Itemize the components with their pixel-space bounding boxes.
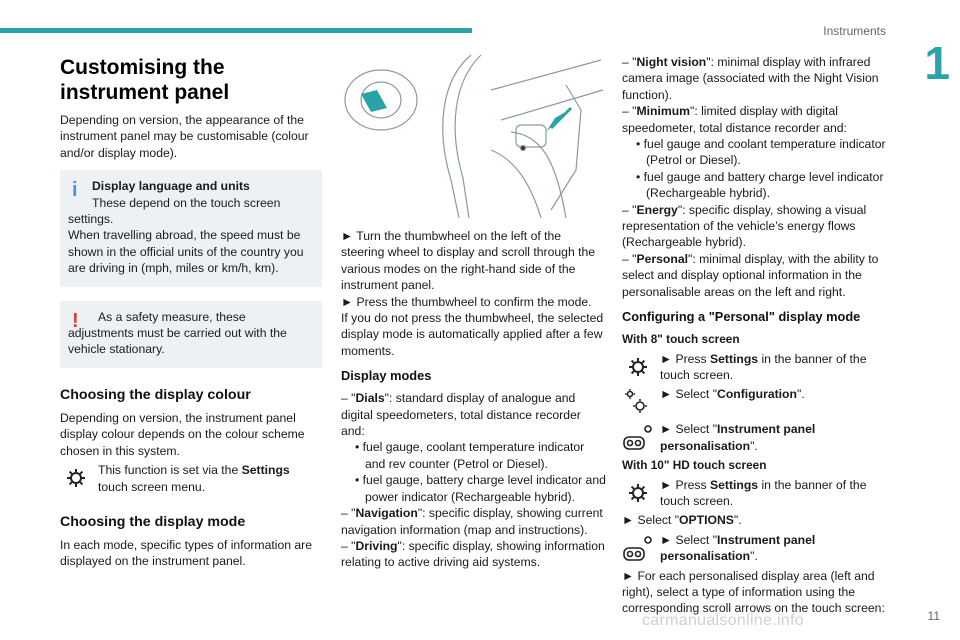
settings-word-8: Settings — [710, 351, 759, 366]
modes-heading: Display modes — [341, 368, 432, 384]
column-right — [622, 54, 890, 617]
info-line-2: When travelling abroad, the speed must be shown in the official units of the country you are driving in (mph, miles or km/h, km). — [68, 228, 304, 276]
step-options — [622, 512, 890, 528]
minimum-bullet-1-text: fuel gauge and coolant temperature indicator (Petrol or Diesel). — [643, 137, 886, 168]
options-word: OPTIONS — [679, 513, 734, 528]
step-settings-8 — [622, 351, 890, 384]
info-icon: i — [72, 179, 78, 202]
select-open-3: ► Select " — [622, 513, 680, 528]
intro-text: Depending on version, the appearance of the instrument panel may be customisable (colour and/or display mode). — [60, 113, 309, 160]
step-personalisation-8-text — [660, 421, 890, 454]
info-line-1: These depend on the touch screen settings. — [68, 195, 281, 227]
step-settings-10-text — [660, 477, 890, 510]
dials-bullet-2: • fuel gauge, battery charge level indicator and power indicator (Rechargeable hybrid). — [355, 473, 606, 504]
mode-heading: Choosing the display mode — [60, 513, 246, 530]
page-number: 11 — [927, 609, 940, 623]
instrument-panel-icon-10 — [622, 532, 654, 564]
mode-energy: – "Energy": specific display, showing a visual representation of the vehicle’s energy flows (Rechargeable hybrid). — [622, 202, 867, 250]
driving-name: Driving — [355, 538, 398, 553]
dials-desc: : standard display of analogue and digital speedometers, total distance recorder and: — [341, 391, 581, 439]
step-1: ► Turn the thumbwheel on the left of the steering wheel to display and scroll through the various modes on the right-hand side of the instrument panel. — [341, 229, 596, 293]
close-quote: ". — [796, 387, 805, 402]
step-personalisation-10-text — [660, 532, 890, 565]
close-quote-4: ". — [750, 549, 758, 564]
settings-gear-icon-10 — [622, 477, 654, 509]
settings-gear-icon — [60, 462, 92, 494]
settings-text — [98, 462, 322, 495]
dials-bullet-2-text: fuel gauge, battery charge level indicator and power indicator (Rechargeable hybrid). — [362, 473, 606, 504]
warning-icon: ! — [72, 309, 79, 332]
mode-navigation: – "Navigation": specific display, showing current navigation information (map and instructions). — [341, 506, 603, 537]
step-personalisation-10 — [622, 532, 890, 565]
settings-text-a: This function is set via the — [98, 463, 242, 478]
info-heading: Display language and units — [92, 179, 250, 194]
section-name: Instruments — [823, 24, 886, 38]
settings-text-b: touch screen menu. — [98, 479, 206, 494]
with-10-inch: With 10" HD touch screen — [622, 458, 767, 473]
settings-row — [60, 462, 322, 495]
final-step: ► For each personalised display area (left and right), select a type of information using the corresponding scroll arrows on the touch screen: — [622, 568, 885, 616]
press-text-10: ► Press — [660, 477, 710, 492]
chapter-number: 1 — [924, 37, 950, 89]
banner-tail-10: in the banner of the touch screen. — [660, 477, 867, 508]
step-2: ► Press the thumbwheel to confirm the mode. — [341, 294, 592, 309]
press-text: ► Press — [660, 351, 710, 366]
personal-desc: : minimal display, with the ability to select and display optional information in the personalisable areas on the left and right. — [622, 251, 879, 299]
column-left — [60, 55, 322, 570]
mode-driving: – "Driving": specific display, showing information relating to active driving aid systems. — [341, 538, 605, 570]
personalisation-word: Instrument panel personalisation — [660, 422, 816, 453]
mode-text: In each mode, specific types of information are displayed on the instrument panel. — [60, 537, 313, 569]
step-configuration-text — [660, 386, 805, 402]
minimum-name: Minimum — [636, 104, 690, 119]
colour-heading: Choosing the display colour — [60, 386, 251, 403]
settings-word: Settings — [241, 463, 290, 478]
instrument-panel-icon-8 — [622, 421, 654, 453]
close-quote-3: ". — [733, 513, 742, 528]
mode-personal: – "Personal": minimal display, with the ability to select and display optional information in the personalisable areas on the left and right. — [622, 251, 879, 299]
step-configuration — [622, 386, 890, 418]
select-open: ► Select " — [660, 387, 718, 402]
mode-minimum: – "Minimum": limited display with digital speedometer, total distance recorder and: — [622, 104, 847, 135]
minimum-bullet-2-text: fuel gauge and battery charge level indicator (Rechargeable hybrid). — [643, 169, 884, 201]
energy-desc: : specific display, showing a visual representation of the vehicle’s energy flows (Rechargeable hybrid). — [622, 202, 867, 250]
banner-tail: in the banner of the touch screen. — [660, 351, 867, 382]
watermark: carmanualsonline.info — [642, 612, 804, 629]
settings-word-10: Settings — [710, 477, 759, 492]
mode-night-vision: – "Night vision": minimal display with infrared camera image (associated with the Night Vision function). — [622, 55, 879, 102]
dials-name: Dials — [355, 391, 385, 406]
personalisation-word-10: Instrument panel personalisation — [660, 532, 816, 564]
with-8-inch: With 8" touch screen — [622, 332, 740, 347]
dials-bullet-1: • fuel gauge, coolant temperature indicator and rev counter (Petrol or Diesel). — [355, 440, 585, 471]
step-personalisation-8 — [622, 421, 890, 454]
close-quote-2: ". — [750, 438, 758, 453]
night-desc: : minimal display with infrared camera image (associated with the Night Vision function). — [622, 55, 879, 102]
step-2-note: If you do not press the thumbwheel, the selected display mode is automatically applied after a few moments. — [341, 311, 604, 358]
navigation-name: Navigation — [355, 506, 418, 521]
settings-gear-icon-8 — [622, 351, 654, 383]
warning-note — [60, 301, 322, 368]
page-title: Customising the instrument panel — [60, 56, 230, 104]
driving-desc: : specific display, showing information relating to active driving aid systems. — [341, 538, 605, 570]
steering-wheel-illustration — [341, 50, 606, 220]
select-open-4: ► Select " — [660, 532, 718, 547]
column-middle — [341, 228, 606, 571]
info-note — [60, 170, 322, 286]
warning-text: As a safety measure, these adjustments must be carried out with the vehicle stationary. — [68, 309, 287, 357]
step-settings-8-text — [660, 351, 890, 384]
configuration-gears-icon — [622, 386, 654, 418]
config-heading: Configuring a "Personal" display mode — [622, 309, 861, 325]
header-bar — [0, 28, 472, 33]
personal-name: Personal — [636, 251, 688, 266]
navigation-desc: : specific display, showing current navigation information (map and instructions). — [341, 506, 603, 537]
night-name: Night vision — [636, 55, 707, 69]
step-settings-10 — [622, 477, 890, 510]
minimum-desc: : limited display with digital speedometer, total distance recorder and: — [622, 104, 847, 135]
minimum-bullet-2: • fuel gauge and battery charge level indicator (Rechargeable hybrid). — [636, 169, 884, 201]
minimum-bullet-1: • fuel gauge and coolant temperature indicator (Petrol or Diesel). — [636, 137, 886, 168]
select-open-2: ► Select " — [660, 422, 718, 437]
dials-bullet-1-text: fuel gauge, coolant temperature indicator and rev counter (Petrol or Diesel). — [362, 440, 585, 471]
colour-text: Depending on version, the instrument panel display colour depends on the colour scheme chosen in this system. — [60, 410, 305, 458]
configuration-word: Configuration — [717, 387, 797, 402]
mode-dials: – "Dials": standard display of analogue and digital speedometers, total distance recorder and: — [341, 391, 581, 439]
energy-name: Energy — [636, 202, 678, 217]
